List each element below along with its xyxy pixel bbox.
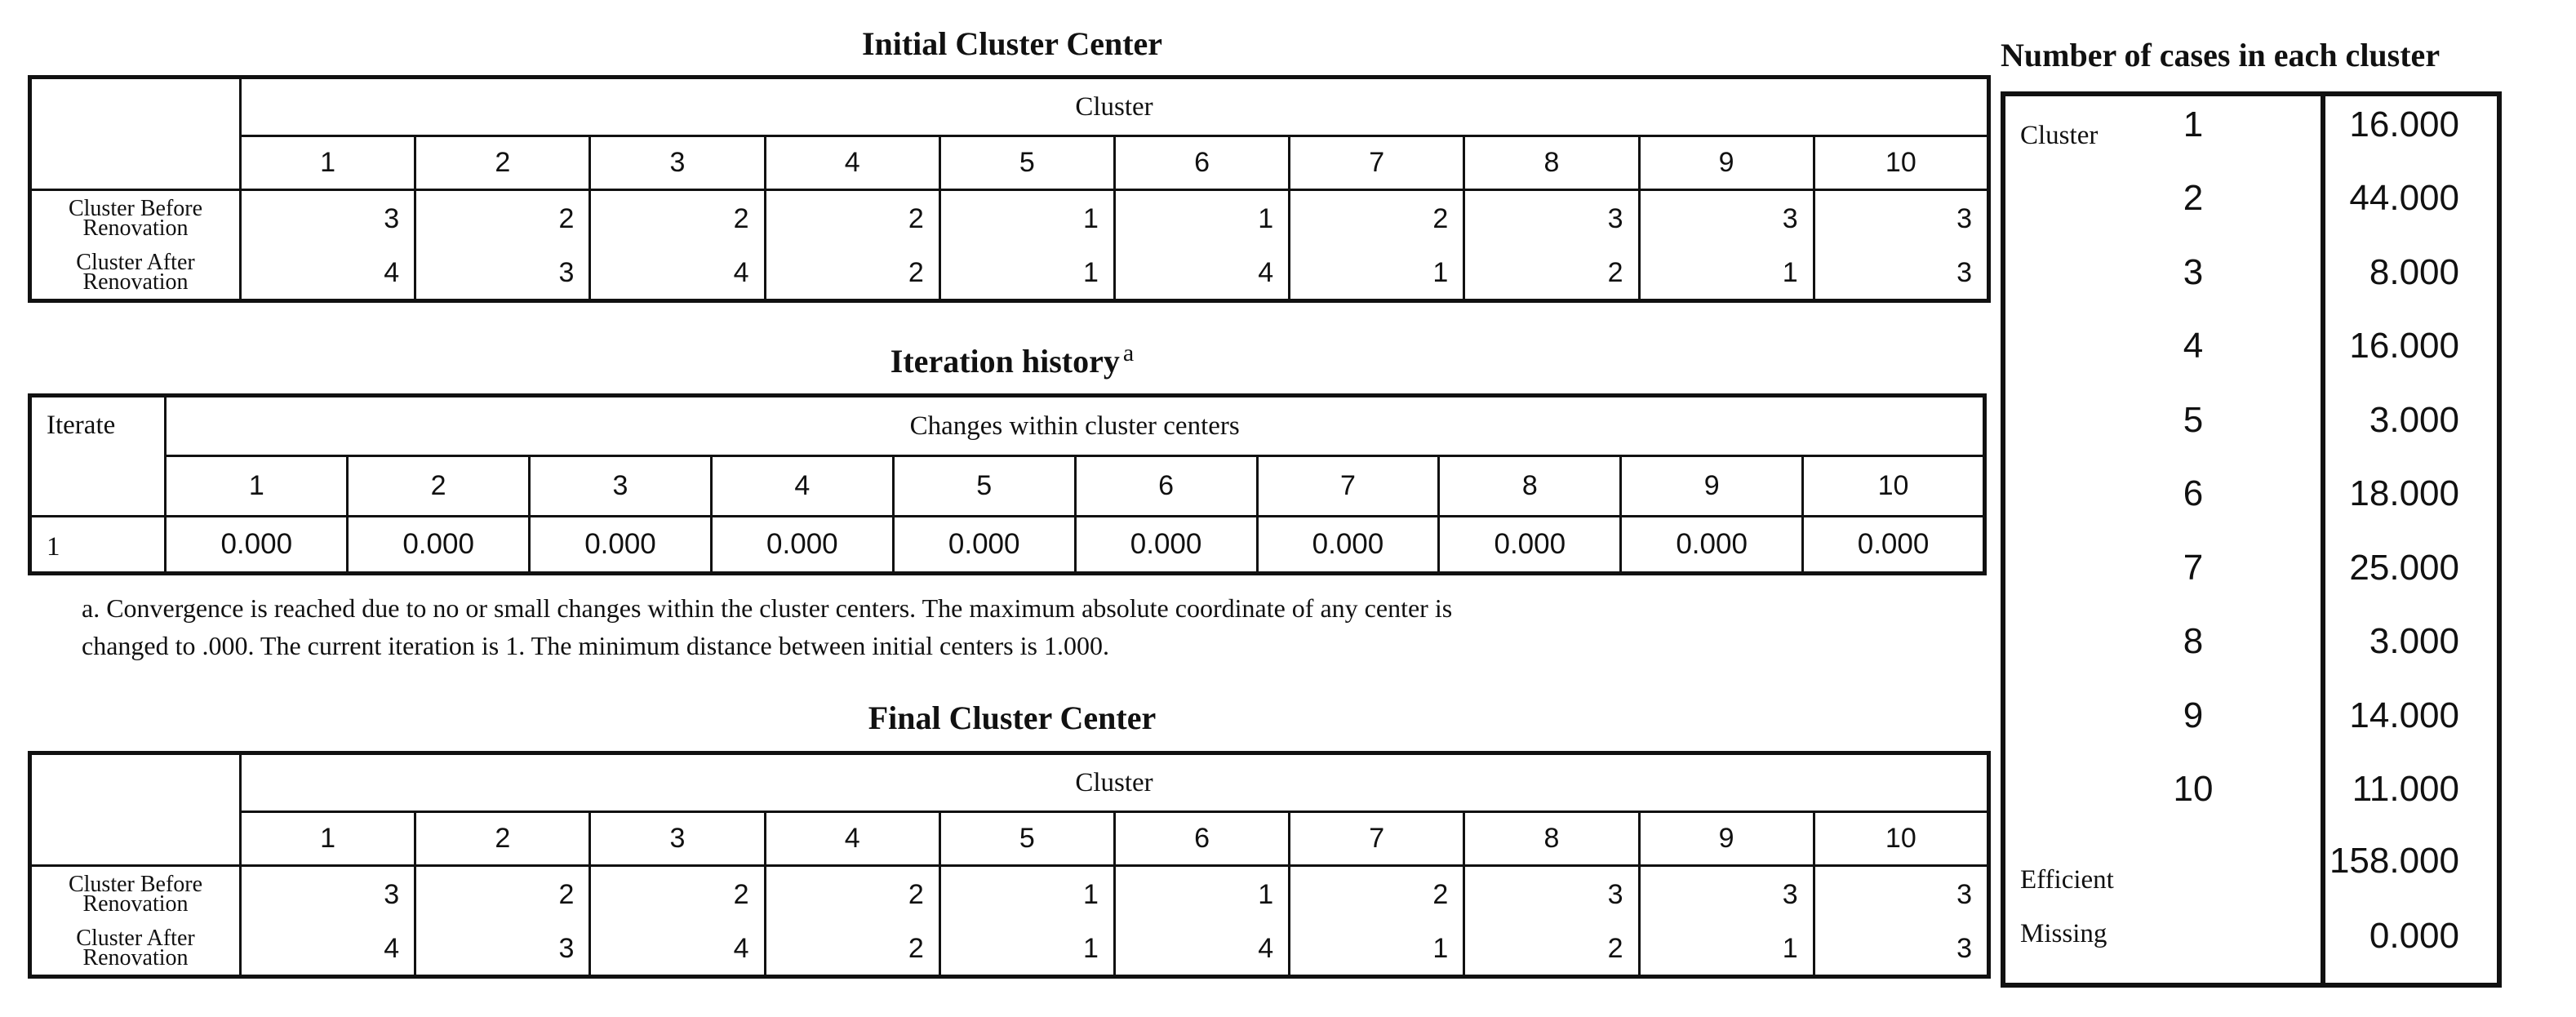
cluster-number: 8	[2183, 621, 2204, 661]
cluster-count: 16.000	[2349, 104, 2459, 144]
value-cell: 1	[1639, 923, 1814, 977]
iterate-header: Iterate	[30, 396, 166, 517]
column-header: 3	[590, 812, 765, 866]
column-header: 2	[348, 456, 530, 517]
column-header: 9	[1639, 136, 1814, 190]
missing-value: 0.000	[2369, 916, 2459, 956]
column-header: 1	[241, 136, 415, 190]
value-cell: 0.000	[1439, 517, 1621, 574]
value-cell: 1	[939, 190, 1114, 247]
value-cell: 1	[939, 866, 1114, 923]
corner-cell	[30, 78, 241, 190]
list-item	[2005, 548, 2497, 613]
cases-per-cluster-title: Number of cases in each cluster	[2001, 37, 2441, 73]
column-header: 4	[765, 812, 939, 866]
value-cell: 0.000	[1075, 517, 1257, 574]
value-cell: 2	[1290, 866, 1464, 923]
column-header: 1	[241, 812, 415, 866]
value-cell: 3	[1464, 866, 1639, 923]
value-cell: 2	[765, 247, 939, 301]
efficient-label: Efficient	[2020, 865, 2114, 895]
value-cell: 0.000	[1257, 517, 1439, 574]
value-cell: 1	[1639, 247, 1814, 301]
footnote-line: changed to .000. The current iteration is 1. The minimum distance between initial centers is 1.000.	[82, 631, 1109, 660]
value-cell: 3	[1814, 247, 1988, 301]
list-item	[2005, 252, 2497, 318]
final-cluster-center-title: Final Cluster Center	[868, 699, 1157, 736]
cluster-number: 6	[2183, 473, 2204, 513]
list-item	[2005, 326, 2497, 391]
list-item	[2005, 621, 2497, 686]
value-cell: 2	[415, 190, 590, 247]
value-cell: 1	[939, 247, 1114, 301]
column-header: 1	[166, 456, 348, 517]
value-cell: 3	[1814, 866, 1988, 923]
cluster-count: 8.000	[2369, 252, 2459, 292]
value-cell: 4	[241, 923, 415, 977]
column-header: 3	[590, 136, 765, 190]
table-row	[30, 923, 1989, 977]
initial-cluster-center-table	[28, 75, 1991, 303]
value-cell: 1	[939, 923, 1114, 977]
value-cell: 2	[1464, 923, 1639, 977]
table-row	[30, 866, 1989, 923]
cluster-number: 7	[2183, 548, 2204, 588]
value-cell: 4	[241, 247, 415, 301]
value-cell: 3	[415, 247, 590, 301]
column-header: 5	[939, 136, 1114, 190]
column-header: 6	[1075, 456, 1257, 517]
value-cell: 2	[590, 866, 765, 923]
column-header: 6	[1114, 136, 1289, 190]
value-cell: 3	[415, 923, 590, 977]
list-item	[2005, 178, 2497, 243]
value-cell: 3	[1464, 190, 1639, 247]
cluster-number: 4	[2183, 326, 2204, 366]
iteration-history-title: Iteration history $^a$	[890, 340, 1135, 380]
column-header: 2	[415, 136, 590, 190]
value-cell: 2	[1290, 190, 1464, 247]
corner-cell	[30, 753, 241, 866]
cluster-count: 11.000	[2352, 769, 2459, 809]
value-cell: 4	[590, 923, 765, 977]
value-cell: 0.000	[1803, 517, 1985, 574]
row-label: Cluster Before Renovation	[30, 866, 241, 923]
column-header: 6	[1114, 812, 1289, 866]
column-header: 9	[1621, 456, 1803, 517]
column-header: 8	[1439, 456, 1621, 517]
value-cell: 1	[1114, 866, 1289, 923]
missing-label: Missing	[2020, 919, 2107, 948]
list-item	[2005, 473, 2497, 539]
value-cell: 2	[765, 866, 939, 923]
row-label: Cluster Before Renovation	[30, 190, 241, 247]
value-cell: 2	[765, 923, 939, 977]
value-cell: 0.000	[893, 517, 1075, 574]
value-cell: 3	[1639, 866, 1814, 923]
value-cell: 3	[241, 190, 415, 247]
cluster-count: 3.000	[2369, 621, 2459, 661]
value-cell: 0.000	[1621, 517, 1803, 574]
cluster-count: 44.000	[2349, 178, 2459, 218]
efficient-row	[2005, 841, 2497, 906]
value-cell: 2	[590, 190, 765, 247]
missing-row	[2005, 916, 2497, 981]
column-header: 4	[711, 456, 893, 517]
cluster-number: 10	[2173, 769, 2214, 809]
value-cell: 2	[765, 190, 939, 247]
list-item	[2005, 400, 2497, 465]
cluster-number: 5	[2183, 400, 2204, 440]
column-header: 5	[893, 456, 1075, 517]
column-header: 7	[1290, 136, 1464, 190]
footnote-marker: a	[1122, 340, 1135, 366]
cluster-group-header: Cluster	[241, 753, 1989, 812]
cluster-label: Cluster	[2020, 121, 2099, 150]
column-header: 7	[1290, 812, 1464, 866]
column-header: 8	[1464, 136, 1639, 190]
convergence-footnote	[82, 589, 1910, 664]
cluster-group-header: Cluster	[241, 78, 1989, 136]
cluster-count: 18.000	[2349, 473, 2459, 513]
value-cell: 0.000	[166, 517, 348, 574]
cluster-count: 3.000	[2369, 400, 2459, 440]
cluster-number: 2	[2183, 178, 2204, 218]
efficient-value: 158.000	[2329, 841, 2459, 881]
value-cell: 4	[1114, 247, 1289, 301]
table-row	[30, 247, 1989, 301]
value-cell: 1	[1290, 247, 1464, 301]
column-header: 9	[1639, 812, 1814, 866]
table-row	[30, 190, 1989, 247]
cluster-number: 3	[2183, 252, 2204, 292]
cluster-number: 1	[2183, 104, 2204, 144]
column-header: 8	[1464, 812, 1639, 866]
footnote-line: a. Convergence is reached due to no or small changes within the cluster centers. The maximum absolute coordinate of any center is	[82, 593, 1453, 623]
iterate-value: 1	[30, 517, 166, 574]
column-header: 3	[530, 456, 712, 517]
value-cell: 3	[1814, 923, 1988, 977]
list-item	[2005, 769, 2497, 834]
cluster-count: 25.000	[2349, 548, 2459, 588]
column-header: 7	[1257, 456, 1439, 517]
column-header: 2	[415, 812, 590, 866]
list-item	[2005, 695, 2497, 761]
cluster-count: 16.000	[2349, 326, 2459, 366]
cases-per-cluster-panel	[2001, 91, 2502, 988]
value-cell: 0.000	[530, 517, 712, 574]
table-row	[30, 517, 1985, 574]
column-header: 5	[939, 812, 1114, 866]
value-cell: 4	[1114, 923, 1289, 977]
column-header: 4	[765, 136, 939, 190]
value-cell: 3	[241, 866, 415, 923]
cluster-count: 14.000	[2349, 695, 2459, 735]
list-item	[2005, 104, 2497, 170]
row-label: Cluster After Renovation	[30, 923, 241, 977]
column-header: 10	[1814, 136, 1988, 190]
initial-cluster-center-title: Initial Cluster Center	[861, 25, 1163, 62]
row-label: Cluster After Renovation	[30, 247, 241, 301]
cluster-number: 9	[2183, 695, 2204, 735]
value-cell: 1	[1290, 923, 1464, 977]
iteration-history-table	[28, 393, 1987, 575]
value-cell: 3	[1814, 190, 1988, 247]
value-cell: 0.000	[348, 517, 530, 574]
column-header: 10	[1803, 456, 1985, 517]
value-cell: 2	[415, 866, 590, 923]
value-cell: 3	[1639, 190, 1814, 247]
changes-group-header: Changes within cluster centers	[166, 396, 1985, 456]
value-cell: 4	[590, 247, 765, 301]
value-cell: 1	[1114, 190, 1289, 247]
value-cell: 2	[1464, 247, 1639, 301]
value-cell: 0.000	[711, 517, 893, 574]
final-cluster-center-table	[28, 751, 1991, 979]
column-header: 10	[1814, 812, 1988, 866]
